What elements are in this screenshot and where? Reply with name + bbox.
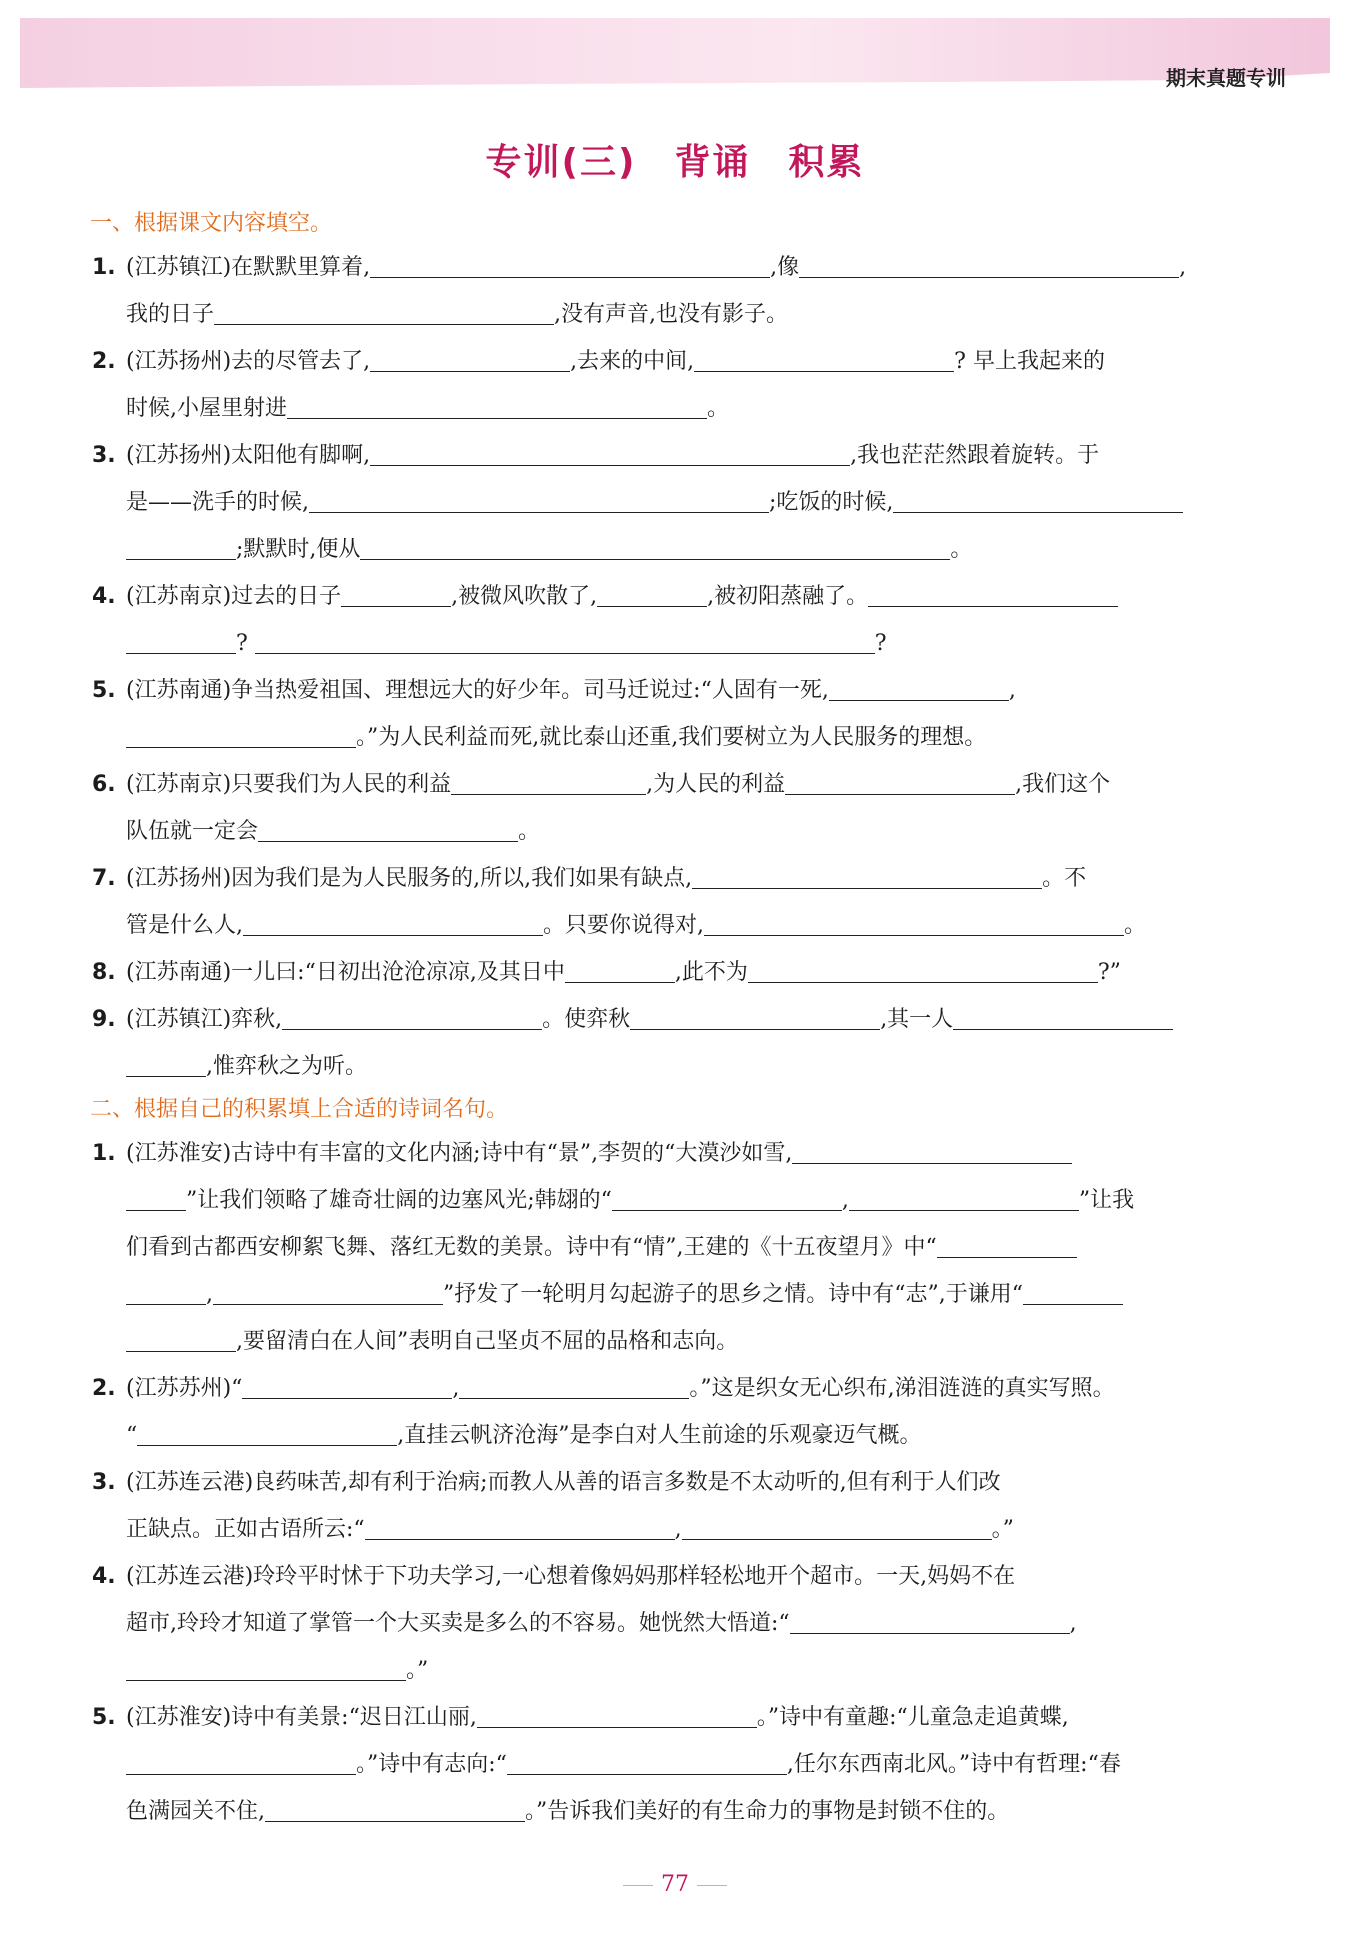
question-text: ,去来的中间, — [570, 349, 695, 374]
answer-blank[interactable] — [370, 345, 570, 372]
answer-blank[interactable] — [370, 251, 770, 278]
question-number: 6. — [92, 772, 116, 797]
answer-blank[interactable] — [868, 580, 1118, 607]
answer-blank[interactable] — [790, 1607, 1070, 1634]
page-title: 专训(三) 背诵 积累 — [485, 142, 865, 183]
question-text: ;吃饭的时候, — [769, 490, 894, 515]
question-text: 时候,小屋里射进 — [126, 396, 287, 421]
answer-blank[interactable] — [126, 1050, 206, 1077]
question-text: , — [1069, 1611, 1077, 1636]
answer-blank[interactable] — [893, 486, 1183, 513]
answer-blank[interactable] — [365, 1513, 675, 1540]
question-number: 1. — [92, 1141, 116, 1166]
question-text: ,要留清白在人间”表明自己坚贞不屈的品格和志向。 — [236, 1329, 739, 1354]
question-text: ;默默时,便从 — [236, 537, 361, 562]
question-number: 3. — [92, 443, 116, 468]
question-text: 。”诗中有志向:“ — [356, 1752, 507, 1777]
question-text: (江苏南京)过去的日子 — [126, 584, 342, 609]
question-text: ,惟弈秋之为听。 — [206, 1054, 367, 1079]
question-item — [92, 1553, 1287, 1694]
question-item — [92, 1694, 1287, 1835]
answer-blank[interactable] — [341, 580, 451, 607]
question-item — [92, 432, 1287, 573]
question-number: 7. — [92, 866, 116, 891]
question-text: 。 — [1124, 913, 1147, 938]
answer-blank[interactable] — [1023, 1278, 1123, 1305]
question-text: (江苏南京)只要我们为人民的利益 — [126, 772, 452, 797]
question-text: 。”诗中有童趣:“儿童急走追黄蝶, — [756, 1705, 1069, 1730]
question-item — [92, 338, 1287, 432]
question-text: (江苏淮安)古诗中有丰富的文化内涵;诗中有“景”,李贺的“大漠沙如雪, — [126, 1141, 793, 1166]
question-text: “ — [126, 1423, 138, 1448]
question-item — [92, 1130, 1287, 1365]
answer-blank[interactable] — [694, 345, 954, 372]
question-text: ”让我们领略了雄奇壮阔的边塞风光;韩翃的“ — [186, 1188, 612, 1213]
page-number: 77 — [661, 1872, 689, 1897]
question-text: 。 — [707, 396, 730, 421]
answer-blank[interactable] — [692, 862, 1042, 889]
question-number: 1. — [92, 255, 116, 280]
answer-blank[interactable] — [287, 392, 707, 419]
answer-blank[interactable] — [370, 439, 850, 466]
answer-blank[interactable] — [309, 486, 769, 513]
page-footer — [0, 1872, 1350, 1897]
answer-blank[interactable] — [565, 956, 675, 983]
question-item — [92, 1459, 1287, 1553]
question-text: (江苏南通)一儿曰:“日初出沧沧凉凉,及其日中 — [126, 960, 565, 985]
section-heading: 二、根据自己的积累填上合适的诗词名句。 — [90, 1097, 509, 1122]
question-text: 。”告诉我们美好的有生命力的事物是封锁不住的。 — [525, 1799, 1010, 1824]
question-text: (江苏淮安)诗中有美景:“迟日江山丽, — [126, 1705, 477, 1730]
question-number: 5. — [92, 1705, 116, 1730]
question-text: ,此不为 — [674, 960, 748, 985]
answer-blank[interactable] — [785, 768, 1015, 795]
answer-blank[interactable] — [126, 1278, 206, 1305]
answer-blank[interactable] — [243, 909, 543, 936]
answer-blank[interactable] — [829, 674, 1009, 701]
question-text: , — [206, 1282, 213, 1307]
header-tag: 期末真题专训 — [1166, 66, 1286, 90]
question-item — [92, 761, 1287, 855]
answer-blank[interactable] — [630, 1003, 880, 1030]
question-text: 管是什么人, — [126, 913, 243, 938]
question-number: 2. — [92, 1376, 116, 1401]
question-text: ? — [874, 631, 887, 656]
question-text: 。”这是织女无心织布,涕泪涟涟的真实写照。 — [689, 1376, 1115, 1401]
question-text: ,像 — [770, 255, 800, 280]
answer-blank[interactable] — [126, 1654, 406, 1681]
answer-blank[interactable] — [704, 909, 1124, 936]
question-text: ,任尔东西南北风。”诗中有哲理:“春 — [786, 1752, 1121, 1777]
question-text: , — [1008, 678, 1016, 703]
question-text: 。”为人民利益而死,就比泰山还重,我们要树立为人民服务的理想。 — [356, 725, 987, 750]
answer-blank[interactable] — [265, 1795, 525, 1822]
question-text: ,我也茫茫然跟着旋转。于 — [850, 443, 1100, 468]
question-text: 。 — [518, 819, 541, 844]
question-text: ? — [236, 631, 255, 656]
question-text: 。 — [950, 537, 973, 562]
question-text: ? 早上我起来的 — [954, 349, 1105, 374]
question-number: 5. — [92, 678, 116, 703]
question-text: (江苏扬州)去的尽管去了, — [126, 349, 371, 374]
question-text: ”让我 — [1078, 1188, 1135, 1213]
question-number: 3. — [92, 1470, 116, 1495]
answer-blank[interactable] — [937, 1231, 1077, 1258]
question-text: , — [841, 1188, 849, 1213]
section-heading: 一、根据课文内容填空。 — [90, 211, 333, 236]
question-text: , — [1179, 255, 1187, 280]
question-text: 正缺点。正如古语所云:“ — [126, 1517, 365, 1542]
question-text: ,直挂云帆济沧海”是李白对人生前途的乐观豪迈气概。 — [397, 1423, 922, 1448]
question-number: 9. — [92, 1007, 116, 1032]
question-text: 。不 — [1042, 866, 1087, 891]
question-text: (江苏镇江)在默默里算着, — [126, 255, 371, 280]
question-text: ,被微风吹散了, — [451, 584, 598, 609]
question-text: , — [452, 1376, 460, 1401]
question-text: (江苏扬州)因为我们是为人民服务的,所以,我们如果有缺点, — [126, 866, 693, 891]
question-text: ,没有声音,也没有影子。 — [554, 302, 789, 327]
answer-blank[interactable] — [282, 1003, 542, 1030]
question-item — [92, 855, 1287, 949]
question-text: 。” — [991, 1517, 1014, 1542]
answer-blank[interactable] — [451, 768, 646, 795]
question-item — [92, 244, 1287, 338]
question-text: 我的日子 — [126, 302, 215, 327]
question-text: ”抒发了一轮明月勾起游子的思乡之情。诗中有“志”,于谦用“ — [443, 1282, 1023, 1307]
answer-blank[interactable] — [792, 1137, 1072, 1164]
answer-blank[interactable] — [507, 1748, 787, 1775]
question-text: (江苏南通)争当热爱祖国、理想远大的好少年。司马迁说过:“人固有一死, — [126, 678, 829, 703]
question-number: 4. — [92, 1564, 116, 1589]
question-text: , — [674, 1517, 682, 1542]
worksheet-content — [92, 204, 1287, 1835]
answer-blank[interactable] — [242, 1372, 452, 1399]
answer-blank[interactable] — [459, 1372, 689, 1399]
answer-blank[interactable] — [126, 721, 356, 748]
answer-blank[interactable] — [953, 1003, 1173, 1030]
question-text: 。使弈秋 — [542, 1007, 631, 1032]
answer-blank[interactable] — [748, 956, 1098, 983]
question-text: 超市,玲玲才知道了掌管一个大买卖是多么的不容易。她恍然大悟道:“ — [126, 1611, 790, 1636]
question-item — [92, 667, 1287, 761]
question-text: ,为人民的利益 — [646, 772, 786, 797]
question-item — [92, 949, 1287, 996]
answer-blank[interactable] — [126, 627, 236, 654]
question-text: (江苏镇江)弈秋, — [126, 1007, 283, 1032]
answer-blank[interactable] — [612, 1184, 842, 1211]
question-text: (江苏连云港)玲玲平时怵于下功夫学习,一心想着像妈妈那样轻松地开个超市。一天,妈妈不在 — [126, 1564, 1016, 1589]
question-text: 们看到古都西安柳絮飞舞、落红无数的美景。诗中有“情”,王建的《十五夜望月》中“ — [126, 1235, 937, 1260]
answer-blank[interactable] — [126, 1325, 236, 1352]
question-text: ,被初阳蒸融了。 — [707, 584, 869, 609]
question-text: (江苏连云港)良药味苦,却有利于治病;而教人从善的语言多数是不太动听的,但有利于人们改 — [126, 1470, 1001, 1495]
answer-blank[interactable] — [126, 1184, 186, 1211]
question-number: 2. — [92, 349, 116, 374]
question-text: ,我们这个 — [1015, 772, 1111, 797]
question-item — [92, 996, 1287, 1090]
answer-blank[interactable] — [799, 251, 1179, 278]
answer-blank[interactable] — [255, 627, 875, 654]
answer-blank[interactable] — [597, 580, 707, 607]
answer-blank[interactable] — [477, 1701, 757, 1728]
answer-blank[interactable] — [126, 533, 236, 560]
question-text: 。” — [406, 1658, 429, 1683]
question-number: 8. — [92, 960, 116, 985]
question-number: 4. — [92, 584, 116, 609]
question-text: 。只要你说得对, — [543, 913, 704, 938]
answer-blank[interactable] — [682, 1513, 992, 1540]
footer-dash-right — [697, 1885, 727, 1886]
answer-blank[interactable] — [360, 533, 950, 560]
question-text: ?” — [1097, 960, 1121, 985]
question-text: (江苏苏州)“ — [126, 1376, 243, 1401]
answer-blank[interactable] — [258, 815, 518, 842]
question-text: ,其一人 — [880, 1007, 954, 1032]
question-item — [92, 1365, 1287, 1459]
question-text: 队伍就一定会 — [126, 819, 259, 844]
answer-blank[interactable] — [214, 298, 554, 325]
header-banner — [20, 18, 1330, 118]
answer-blank[interactable] — [137, 1419, 397, 1446]
question-text: 色满园关不住, — [126, 1799, 265, 1824]
question-item — [92, 573, 1287, 667]
question-text: (江苏扬州)太阳他有脚啊, — [126, 443, 371, 468]
answer-blank[interactable] — [213, 1278, 443, 1305]
answer-blank[interactable] — [126, 1748, 356, 1775]
question-text: 是——洗手的时候, — [126, 490, 309, 515]
answer-blank[interactable] — [849, 1184, 1079, 1211]
footer-dash-left — [623, 1885, 653, 1886]
